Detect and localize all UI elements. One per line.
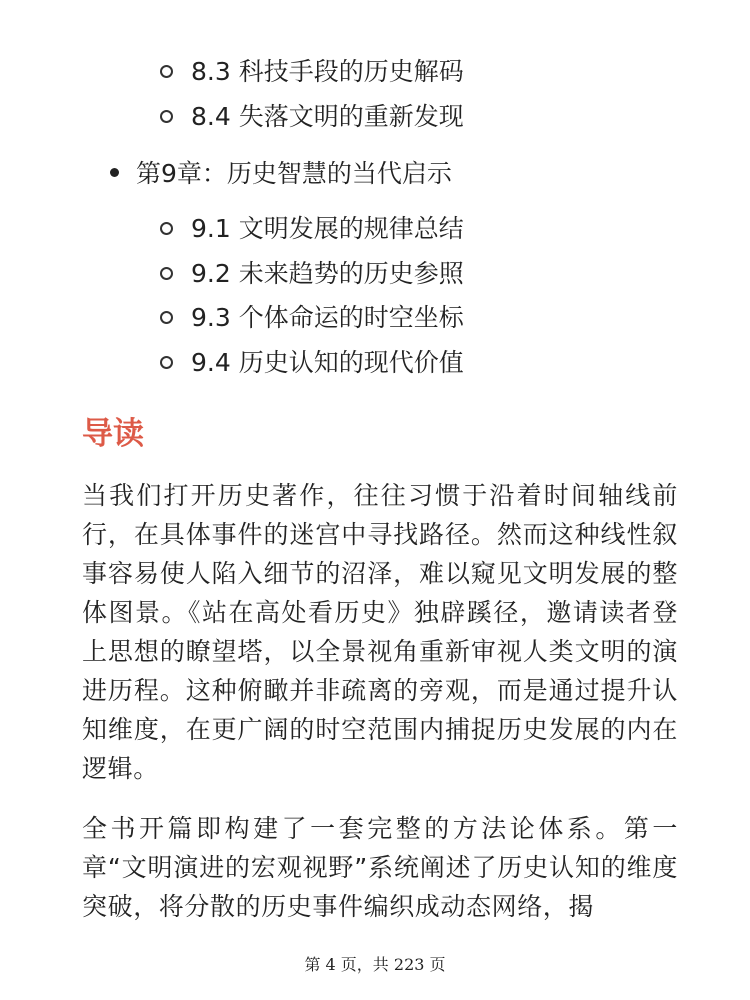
toc-chapter-9[interactable]	[110, 152, 452, 192]
circle-bullet-icon	[160, 222, 173, 235]
toc-item-label: 9.4 历史认知的现代价值	[191, 347, 464, 377]
toc-item-label: 8.3 科技手段的历史解码	[191, 56, 464, 86]
toc-item[interactable]	[160, 295, 464, 340]
toc-item-label: 9.3 个体命运的时空坐标	[191, 303, 464, 333]
chapter9-section-list	[160, 206, 464, 385]
section-heading: 导读	[82, 416, 144, 452]
page-number-footer: 第 4 页，共 223 页	[304, 955, 446, 974]
body-paragraph: 全书开篇即构建了一套完整的方法论体系。第一章“文明演进的宏观视野”系统阐述了历史认知的维度突破，将分散的历史事件编织成动态网络，揭	[82, 814, 678, 921]
toc-item-label: 9.1 文明发展的规律总结	[191, 213, 464, 243]
toc-item-label: 9.2 未来趋势的历史参照	[191, 258, 464, 288]
circle-bullet-icon	[160, 110, 173, 123]
toc-item[interactable]	[160, 340, 464, 385]
toc-item[interactable]	[160, 251, 464, 296]
body-paragraph: 当我们打开历史著作，往往习惯于沿着时间轴线前行，在具体事件的迷宫中寻找路径。然而这种线性叙事容易使人陷入细节的沼泽，难以窥见文明发展的整体图景。《站在高处看历史》独辟蹊径，邀请读者登上思想的瞭望塔，以全景视角重新审视人类文明的演进历程。这种俯瞰并非疏离的旁观，而是通过提升认知维度，在更广阔的时空范围内捕捉历史发展的内在逻辑。	[82, 481, 678, 783]
toc-item[interactable]	[160, 94, 464, 139]
toc-chapter-label: 第9章：历史智慧的当代启示	[136, 159, 452, 188]
toc-item-label: 8.4 失落文明的重新发现	[191, 101, 464, 131]
disc-bullet-icon	[110, 168, 119, 177]
circle-bullet-icon	[160, 65, 173, 78]
circle-bullet-icon	[160, 311, 173, 324]
toc-item[interactable]	[160, 49, 464, 94]
circle-bullet-icon	[160, 356, 173, 369]
toc-item[interactable]	[160, 206, 464, 251]
circle-bullet-icon	[160, 267, 173, 280]
chapter8-section-list	[160, 49, 464, 138]
